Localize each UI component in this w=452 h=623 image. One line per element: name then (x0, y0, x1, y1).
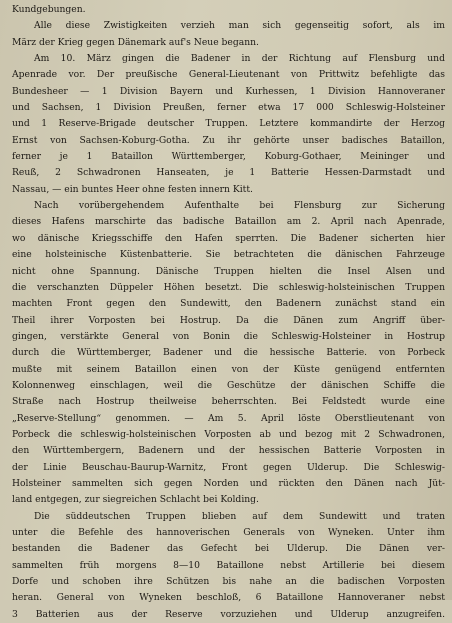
text-line: die verschanzten Düppeler Höhen besetzt. Die schleswig-holsteinischen Truppen (12, 281, 445, 293)
text-line: den Württembergern, Badenern und der hessischen Batterie Vorposten in (12, 445, 445, 457)
body-text (12, 2, 445, 623)
text-line: Bundesheer — 1 Division Bayern und Kurhessen, 1 Division Hannoveraner (12, 85, 445, 97)
text-line: Kundgebungen. (12, 4, 86, 15)
text-line: Nach vorübergehendem Aufenthalte bei Flensburg zur Sicherung (34, 200, 445, 212)
text-line: und 1 Reserve-Brigade deutscher Truppen. Letztere kommandirte der Herzog (12, 118, 445, 130)
text-line: und Sachsen, 1 Division Preußen, ferner etwa 17 000 Schleswig-Holsteiner (12, 102, 445, 114)
text-line: Reuß, 2 Schwadronen Hanseaten, je 1 Batterie Hessen-Darmstadt und (12, 167, 445, 179)
text-line: Apenrade vor. Der preußische General-Lieutenant von Prittwitz befehligte das (12, 69, 445, 81)
text-line: „Reserve-Stellung“ genommen. — Am 5. April löste Oberstlieutenant von (12, 412, 445, 424)
text-line: Nassau, — ein buntes Heer ohne festen innern Kitt. (12, 183, 253, 195)
text-line: sammelten früh morgens 8—10 Bataillone nebst Artillerie bei diesem (12, 559, 445, 571)
text-line: Straße nach Hostrup theilweise beherrschten. Bei Feldstedt wurde eine (12, 396, 445, 408)
text-line: eine holsteinische Küstenbatterie. Sie betrachteten die dänischen Fahrzeuge (12, 249, 445, 261)
text-line: 3 Batterien aus der Reserve vorzuziehen und Ulderup anzugreifen. (12, 608, 445, 620)
text-line: der Linie Beuschau-Baurup-Warnitz, Front gegen Ulderup. Die Schleswig- (12, 461, 445, 473)
text-line: ferner je 1 Bataillon Württemberger, Koburg-Gothaer, Meininger und (12, 151, 445, 163)
text-line: land entgegen, zur siegreichen Schlacht bei Kolding. (12, 494, 259, 506)
text-line: machten Front gegen den Sundewitt, den Badenern zunächst stand ein (12, 298, 445, 310)
text-line: Ernst von Sachsen-Koburg-Gotha. Zu ihr gehörte unser badisches Bataillon, (12, 134, 445, 146)
text-line: Theil ihrer Vorposten bei Hostrup. Da die Dänen zum Angriff über- (12, 314, 445, 326)
text-line: Porbeck die schleswig-holsteinischen Vorposten ab und bezog mit 2 Schwadronen, (12, 428, 445, 440)
text-line: bestanden die Badener das Gefecht bei Ulderup. Die Dänen ver- (12, 543, 445, 555)
text-line: Kolonnenweg einschlagen, weil die Geschütze der dänischen Schiffe die (12, 379, 445, 391)
text-line: März der Krieg gegen Dänemark auf's Neue begann. (12, 36, 259, 48)
text-line: Die süddeutschen Truppen blieben auf dem Sundewitt und traten (34, 510, 445, 522)
text-line: Alle diese Zwistigkeiten verzieh man sich gegenseitig sofort, als im (34, 20, 445, 32)
text-line: mußte mit seinem Bataillon einen von der Küste genügend entfernten (12, 363, 445, 375)
text-line: Am 10. März gingen die Badener in der Richtung auf Flensburg und (34, 53, 445, 65)
text-line: wo dänische Kriegsschiffe den Hafen sperrten. Die Badener sicherten hier (12, 232, 445, 244)
text-line: unter die Befehle des hannoverischen Generals von Wyneken. Unter ihm (12, 527, 445, 538)
text-line: Dorfe und schoben ihre Schützen bis nahe an die badischen Vorposten (12, 576, 445, 588)
text-line: heran. General von Wyneken beschloß, 6 Bataillone Hannoveraner nebst (12, 592, 445, 604)
text-line: Holsteiner sammelten sich gegen Norden und rückten den Dänen nach Jüt- (12, 477, 445, 489)
text-line: nicht ohne Spannung. Dänische Truppen hielten die Insel Alsen und (12, 265, 445, 277)
text-line: dieses Hafens marschirte das badische Bataillon am 2. April nach Apenrade, (12, 216, 445, 228)
text-line: gingen, verstärkte General von Bonin die Schleswig-Holsteiner in Hostrup (12, 330, 445, 342)
text-line: durch die Württemberger, Badener und die hessische Batterie. von Porbeck (12, 347, 445, 359)
